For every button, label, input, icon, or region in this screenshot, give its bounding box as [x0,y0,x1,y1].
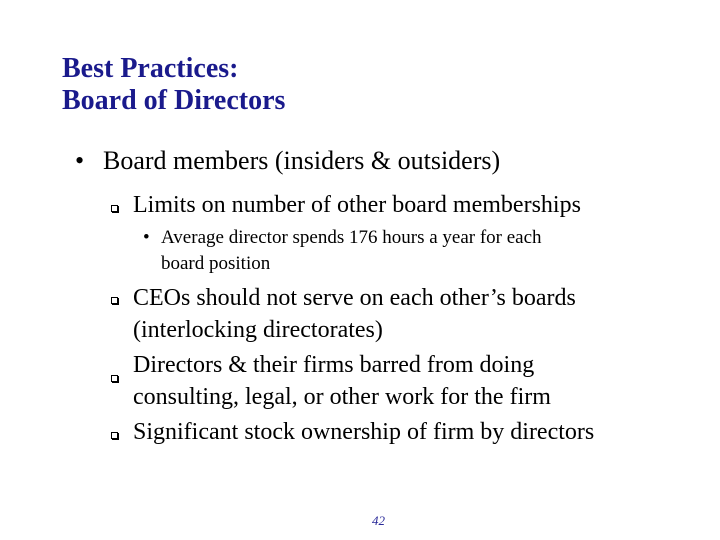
square-bullet-icon [111,205,118,212]
sub-bullet-stock-ownership [133,416,594,448]
slide-title-line-2: Board of Directors [62,85,286,116]
slide-title-line-1: Best Practices: [62,53,239,84]
sub-bullet-text-line-2: consulting, legal, or other work for the firm [133,384,551,410]
bullet-board-members-text: Board members (insiders & outsiders) [103,146,501,175]
sub-sub-bullet-text-line-1: Average director spends 176 hours a year for each [161,227,542,248]
slide-title [62,53,285,117]
sub-bullet-text: Limits on number of other board memberships [133,192,581,218]
sub-bullet-text-line-2: (interlocking directorates) [133,317,383,343]
sub-bullet-directors-firms [133,349,551,413]
sub-bullet-text-line-1: Directors & their firms barred from doing [133,352,535,378]
square-bullet-icon [111,297,118,304]
bullet-marker: • [143,227,150,248]
square-bullet-icon [111,432,118,439]
page-number: 42 [372,513,385,528]
sub-sub-bullet-average-director [161,225,542,277]
sub-bullet-ceos [133,282,576,346]
square-bullet-icon [111,375,118,382]
sub-bullet-text: Significant stock ownership of firm by directors [133,419,595,445]
bullet-marker: • [75,146,85,175]
sub-bullet-text-line-1: CEOs should not serve on each other’s boards [133,285,576,311]
sub-bullet-limits [133,189,581,221]
sub-sub-bullet-text-line-2: board position [161,253,271,274]
